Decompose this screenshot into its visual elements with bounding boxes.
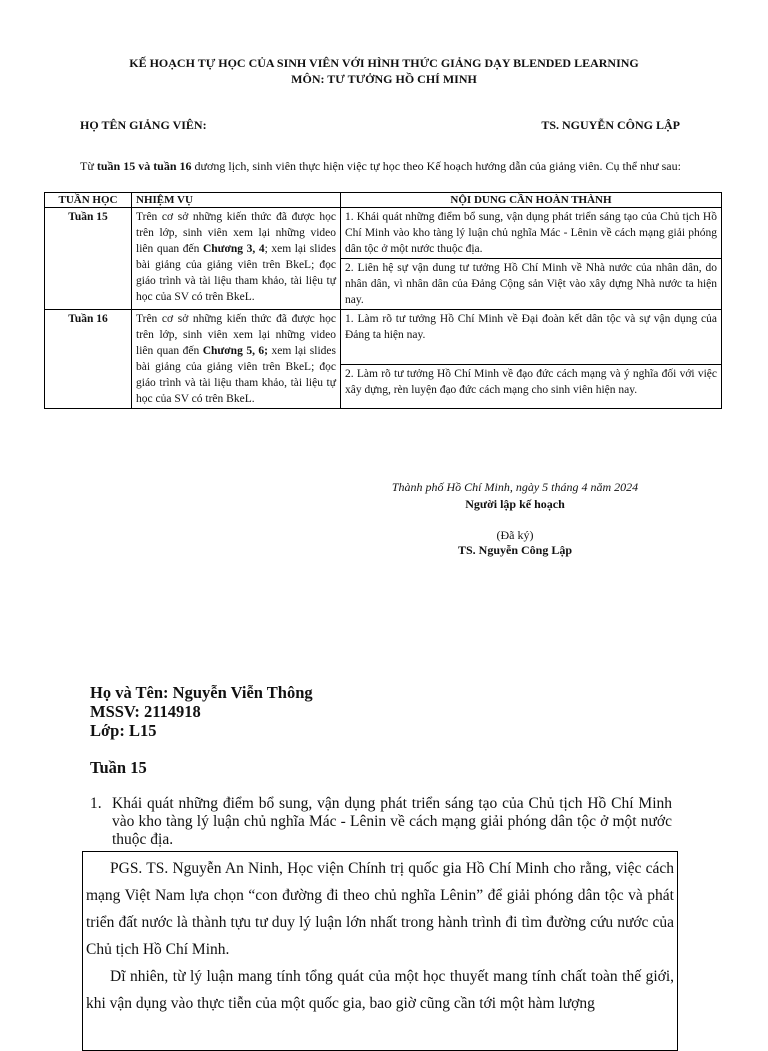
signature-place-date: Thành phố Hồ Chí Minh, ngày 5 tháng 4 năm 2024 — [391, 480, 639, 494]
week-heading: Tuần 15 — [90, 758, 147, 777]
lecturer-name: TS. NGUYỄN CÔNG LẬP — [541, 118, 680, 132]
student-name: Họ và Tên: Nguyễn Viễn Thông — [90, 683, 313, 702]
lecturer-label: HỌ TÊN GIẢNG VIÊN: — [80, 118, 207, 132]
table-header-row — [45, 193, 722, 208]
question-number: 1. — [90, 795, 102, 812]
student-id: MSSV: 2114918 — [90, 702, 201, 721]
intro-paragraph — [80, 159, 720, 174]
intro-prefix: Từ — [80, 159, 97, 173]
plan-title: KẾ HOẠCH TỰ HỌC CỦA SINH VIÊN VỚI HÌNH THỨC GIẢNG DẠY BLENDED LEARNING — [129, 56, 639, 70]
question-item — [90, 795, 672, 849]
task-cell — [132, 310, 341, 409]
content-cell: 2. Liên hệ sự vận dung tư tưởng Hồ Chí Minh về Nhà nước của nhân dân, do nhân dân, vì nhân dân của Đảng Cộng sản Việt vào xây dựng Nhà nước ta hiện nay. — [341, 259, 722, 310]
question-text: Khái quát những điểm bổ sung, vận dụng phát triển sáng tạo của Chủ tịch Hồ Chí Minh vào kho tàng lý luận chủ nghĩa Mác - Lênin về cách mạng giải phóng dân tộc ở một nước thuộc địa. — [112, 795, 672, 848]
subject-title: MÔN: TƯ TƯỞNG HỒ CHÍ MINH — [291, 72, 477, 86]
answer-paragraph: PGS. TS. Nguyễn An Ninh, Học viện Chính trị quốc gia Hồ Chí Minh cho rằng, việc cách mạng Việt Nam lựa chọn “con đường đi theo chủ nghĩa Lênin” để giải phóng dân tộc và phát triển đất nước là thành tựu tư duy lý luận lớn nhất trong hành trình đi tìm đường cứu nước của Chủ tịch Hồ Chí Minh. — [86, 860, 674, 958]
signature-name: TS. Nguyễn Công Lập — [457, 543, 573, 557]
task-text: Trên cơ sở những kiến thức đã được học trên lớp, sinh viên xem lại những video liên quan đến — [136, 211, 336, 255]
task-chapters: Chương 3, 4 — [202, 243, 265, 255]
task-text: xem lại slides bài giảng của giảng viên trên BkeL; đọc giáo trình và tài liệu tham khảo, tài liệu tự học của SV có trên BkeL. — [136, 345, 336, 405]
content-cell: 1. Làm rõ tư tưởng Hồ Chí Minh về Đại đoàn kết dân tộc và sự vận dụng của Đảng ta hiện nay. — [341, 310, 722, 365]
signature-signed: (Đã ký) — [496, 528, 534, 542]
task-text: Trên cơ sở những kiến thức đã được học trên lớp, sinh viên xem lại những video liên quan đến — [136, 313, 336, 357]
header-week: TUẦN HỌC — [45, 193, 132, 208]
signature-role: Người lập kế hoạch — [465, 497, 565, 511]
student-class: Lớp: L15 — [90, 721, 157, 740]
table-row — [45, 310, 722, 365]
content-cell: 1. Khái quát những điểm bổ sung, vận dụng phát triển sáng tạo của Chủ tịch Hồ Chí Minh vào kho tàng lý luận chủ nghĩa Mác - Lênin về cách mạng giải phóng dân tộc ở một nước thuộc địa. — [341, 208, 722, 259]
content-cell: 2. Làm rõ tư tưởng Hồ Chí Minh về đạo đức cách mạng và ý nghĩa đối với việc xây dựng, rèn luyện đạo đức cách mạng cho sinh viên hiện nay. — [341, 365, 722, 409]
task-chapters: Chương 5, 6; — [202, 345, 269, 357]
week-cell: Tuần 15 — [45, 208, 132, 310]
header-task: NHIỆM VỤ — [132, 193, 341, 208]
answer-paragraph: Dĩ nhiên, từ lý luận mang tính tổng quát của một học thuyết mang tính chất toàn thế giới, khi vận dụng vào thực tiễn của một quốc gia, bao giờ cũng cần tới một hàm lượng — [86, 968, 674, 1012]
header-content: NỘI DUNG CẦN HOÀN THÀNH — [341, 193, 722, 208]
study-plan-table — [44, 192, 722, 409]
task-text: ; xem lại slides bài giảng của giảng viên trên BkeL; đọc giáo trình và tài liệu tham khảo, tài liệu tự học của SV có trên BkeL. — [136, 243, 337, 303]
table-row — [45, 208, 722, 259]
week-cell: Tuần 16 — [45, 310, 132, 409]
intro-suffix: dương lịch, sinh viên thực hiện việc tự học theo Kế hoạch hướng dẫn của giảng viên. Cụ thể như sau: — [191, 159, 681, 173]
task-cell — [132, 208, 341, 310]
answer-box — [82, 851, 678, 1051]
intro-bold: tuần 15 và tuần 16 — [96, 159, 192, 173]
